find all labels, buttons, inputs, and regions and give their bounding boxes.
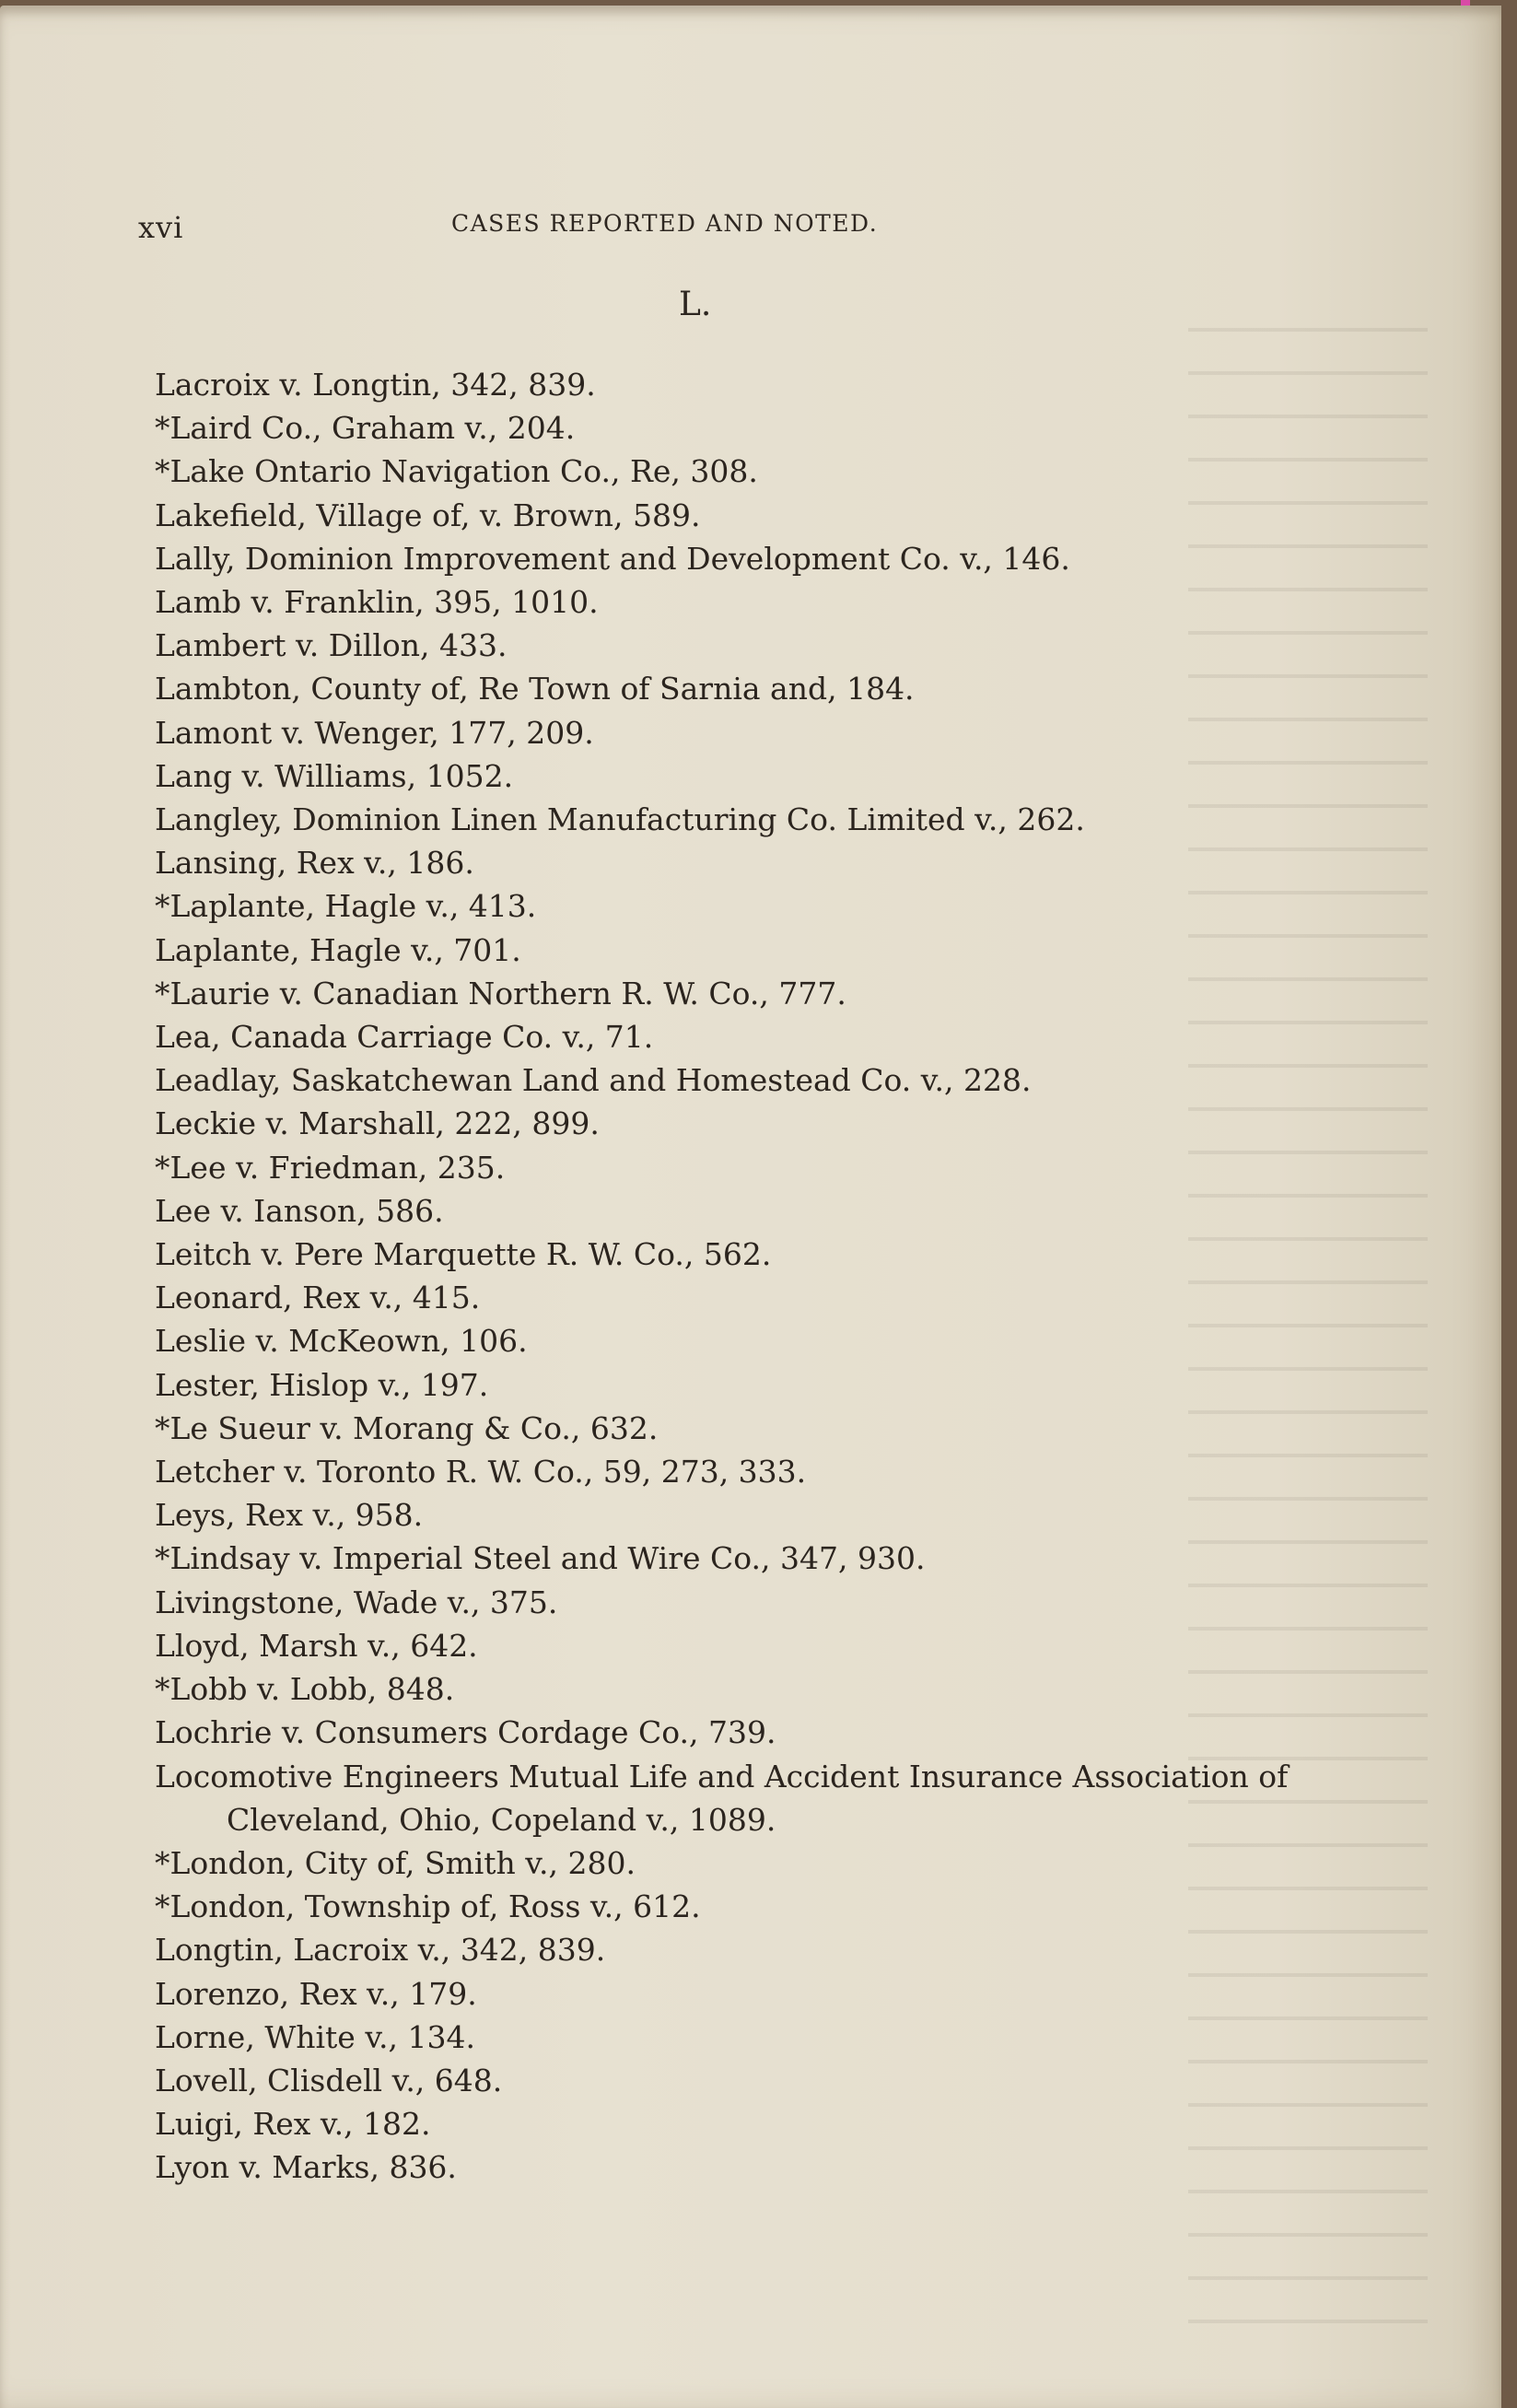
case-entry: Longtin, Lacroix v., 342, 839. <box>155 1932 606 1969</box>
case-entry: Lloyd, Marsh v., 642. <box>155 1627 478 1664</box>
case-entry: Lyon v. Marks, 836. <box>155 2149 457 2186</box>
case-entry: Leslie v. McKeown, 106. <box>155 1323 528 1360</box>
case-entry: Livingstone, Wade v., 375. <box>155 1584 558 1620</box>
case-entry: *London, Township of, Ross v., 612. <box>155 1888 701 1925</box>
case-entry: Luigi, Rex v., 182. <box>155 2106 431 2143</box>
case-entry: Leadlay, Saskatchewan Land and Homestead Co. v., 228. <box>155 1062 1032 1099</box>
case-entry: *Lake Ontario Navigation Co., Re, 308. <box>155 453 758 490</box>
case-entry: *Lee v. Friedman, 235. <box>155 1149 506 1186</box>
case-entry: Lorenzo, Rex v., 179. <box>155 1975 477 2012</box>
case-entry: Lally, Dominion Improvement and Development Co. v., 146. <box>155 540 1070 577</box>
case-entry: Lambert v. Dillon, 433. <box>155 627 508 664</box>
case-entry: Lansing, Rex v., 186. <box>155 845 474 882</box>
case-entry: Leys, Rex v., 958. <box>155 1497 424 1534</box>
case-entry: Lochrie v. Consumers Cordage Co., 739. <box>155 1714 776 1751</box>
case-entry: *Lindsay v. Imperial Steel and Wire Co., 347, 930. <box>155 1540 926 1577</box>
case-entry: *Laird Co., Graham v., 204. <box>155 410 576 447</box>
case-entry: *Lobb v. Lobb, 848. <box>155 1671 455 1708</box>
case-entry: *Le Sueur v. Morang & Co., 632. <box>155 1409 659 1446</box>
case-entry: *London, City of, Smith v., 280. <box>155 1844 636 1881</box>
case-entry: Lester, Hislop v., 197. <box>155 1366 489 1403</box>
case-entry: Lang v. Williams, 1052. <box>155 757 514 794</box>
case-entry: Lamont v. Wenger, 177, 209. <box>155 714 594 751</box>
page-number: xvi <box>138 210 184 245</box>
case-entry: Lambton, County of, Re Town of Sarnia and, 184. <box>155 671 915 707</box>
case-entry: Lacroix v. Longtin, 342, 839. <box>155 367 596 403</box>
running-head: CASES REPORTED AND NOTED. <box>451 210 879 237</box>
book-page <box>0 6 1501 2408</box>
case-index-list <box>155 363 1297 2190</box>
case-entry: Lovell, Clisdell v., 648. <box>155 2062 503 2098</box>
case-entry: Lea, Canada Carriage Co. v., 71. <box>155 1019 654 1056</box>
page-header <box>138 210 967 247</box>
case-entry: *Laurie v. Canadian Northern R. W. Co., 777. <box>155 975 846 1011</box>
case-entry: Locomotive Engineers Mutual Life and Accident Insurance Association of Cleveland, Ohio, Copeland v., 1089. <box>155 1758 1289 1838</box>
case-entry: Letcher v. Toronto R. W. Co., 59, 273, 333. <box>155 1454 807 1490</box>
case-entry: Leitch v. Pere Marquette R. W. Co., 562. <box>155 1236 772 1273</box>
section-letter: L. <box>679 286 712 323</box>
case-entry: Leckie v. Marshall, 222, 899. <box>155 1105 600 1142</box>
case-entry: Lorne, White v., 134. <box>155 2018 475 2055</box>
case-entry: Lakefield, Village of, v. Brown, 589. <box>155 497 701 533</box>
case-entry: Leonard, Rex v., 415. <box>155 1280 481 1316</box>
case-entry: Langley, Dominion Linen Manufacturing Co. Limited v., 262. <box>155 801 1085 838</box>
case-entry: Laplante, Hagle v., 701. <box>155 931 521 968</box>
case-entry: Lamb v. Franklin, 395, 1010. <box>155 584 599 621</box>
case-entry: *Laplante, Hagle v., 413. <box>155 888 537 925</box>
case-entry: Lee v. Ianson, 586. <box>155 1192 444 1229</box>
